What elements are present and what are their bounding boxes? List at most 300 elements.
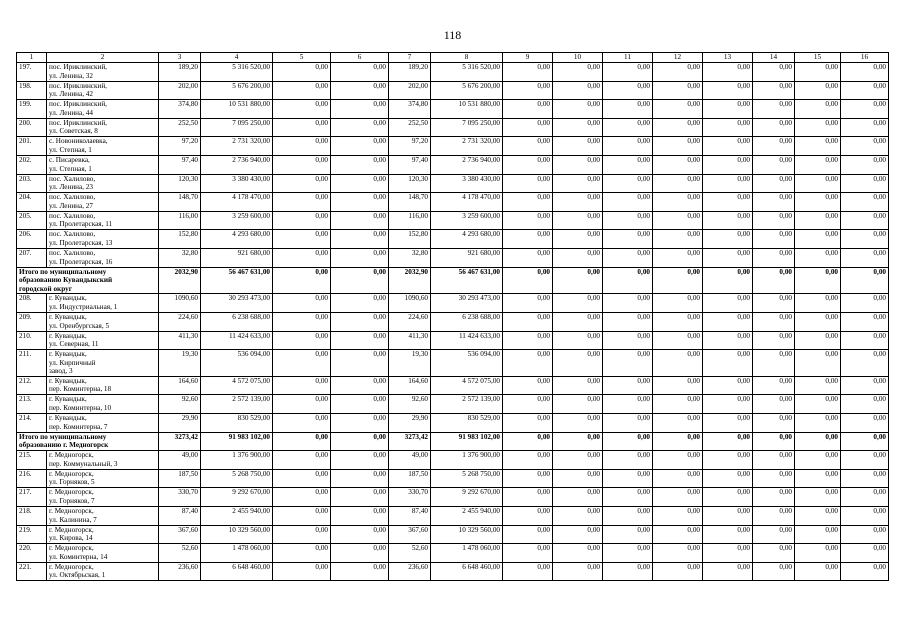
cost-value: 536 094,00 xyxy=(431,350,503,377)
value-cell: 0,00 xyxy=(841,432,889,451)
value-cell: 0,00 xyxy=(273,432,331,451)
value-cell: 0,00 xyxy=(603,507,653,526)
value-cell: 0,00 xyxy=(553,525,603,544)
value-cell: 0,00 xyxy=(503,137,553,156)
value-cell: 0,00 xyxy=(553,230,603,249)
value-cell: 0,00 xyxy=(841,193,889,212)
area-value: 49,00 xyxy=(159,451,201,470)
value-cell: 0,00 xyxy=(703,488,753,507)
value-cell: 0,00 xyxy=(795,451,841,470)
address: пос. Ириклинский, ул. Ленина, 42 xyxy=(47,81,159,100)
value-cell: 0,00 xyxy=(841,155,889,174)
area-value: 202,00 xyxy=(159,81,201,100)
column-header: 14 xyxy=(753,53,795,63)
value-cell: 0,00 xyxy=(653,211,703,230)
value-cell: 0,00 xyxy=(703,193,753,212)
value-cell: 0,00 xyxy=(753,100,795,119)
area-value: 224,60 xyxy=(389,312,431,331)
value-cell: 0,00 xyxy=(273,507,331,526)
value-cell: 0,00 xyxy=(653,248,703,267)
value-cell: 0,00 xyxy=(703,350,753,377)
address: г. Медногорск, ул. Коминтерна, 14 xyxy=(47,544,159,563)
value-cell: 0,00 xyxy=(653,230,703,249)
value-cell: 0,00 xyxy=(553,81,603,100)
table-row xyxy=(17,248,889,267)
value-cell: 0,00 xyxy=(795,294,841,313)
cost-value: 5 316 520,00 xyxy=(201,63,273,82)
value-cell: 0,00 xyxy=(841,174,889,193)
value-cell: 0,00 xyxy=(753,267,795,294)
value-cell: 0,00 xyxy=(553,544,603,563)
value-cell: 0,00 xyxy=(841,451,889,470)
value-cell: 0,00 xyxy=(703,248,753,267)
address: пос. Ириклинский, ул. Ленина, 32 xyxy=(47,63,159,82)
header-row xyxy=(17,53,889,63)
value-cell: 0,00 xyxy=(841,267,889,294)
area-value: 97,40 xyxy=(159,155,201,174)
address: пос. Халилово, ул. Ленина, 27 xyxy=(47,193,159,212)
value-cell: 0,00 xyxy=(653,137,703,156)
value-cell: 0,00 xyxy=(553,137,603,156)
value-cell: 0,00 xyxy=(795,507,841,526)
cost-value: 56 467 631,00 xyxy=(201,267,273,294)
area-value: 374,80 xyxy=(159,100,201,119)
value-cell: 0,00 xyxy=(841,137,889,156)
value-cell: 0,00 xyxy=(273,155,331,174)
address: г. Кувандык, пер. Коминтерна, 7 xyxy=(47,414,159,433)
value-cell: 0,00 xyxy=(653,100,703,119)
cost-value: 3 259 600,00 xyxy=(201,211,273,230)
value-cell: 0,00 xyxy=(331,267,389,294)
cost-value: 6 238 688,00 xyxy=(201,312,273,331)
value-cell: 0,00 xyxy=(503,294,553,313)
table-row xyxy=(17,174,889,193)
value-cell: 0,00 xyxy=(841,118,889,137)
register-table xyxy=(16,52,889,581)
area-value: 224,60 xyxy=(159,312,201,331)
value-cell: 0,00 xyxy=(273,544,331,563)
value-cell: 0,00 xyxy=(841,331,889,350)
cost-value: 4 572 075,00 xyxy=(431,376,503,395)
row-number: 209. xyxy=(17,312,47,331)
cost-value: 56 467 631,00 xyxy=(431,267,503,294)
value-cell: 0,00 xyxy=(795,174,841,193)
cost-value: 6 648 460,00 xyxy=(201,562,273,581)
value-cell: 0,00 xyxy=(331,294,389,313)
value-cell: 0,00 xyxy=(753,331,795,350)
value-cell: 0,00 xyxy=(753,81,795,100)
table-row xyxy=(17,331,889,350)
value-cell: 0,00 xyxy=(331,562,389,581)
area-value: 330,70 xyxy=(389,488,431,507)
value-cell: 0,00 xyxy=(503,248,553,267)
row-number: 201. xyxy=(17,137,47,156)
cost-value: 1 478 060,00 xyxy=(201,544,273,563)
cost-value: 2 455 940,00 xyxy=(201,507,273,526)
value-cell: 0,00 xyxy=(273,63,331,82)
value-cell: 0,00 xyxy=(653,469,703,488)
value-cell: 0,00 xyxy=(653,544,703,563)
value-cell: 0,00 xyxy=(841,488,889,507)
value-cell: 0,00 xyxy=(841,312,889,331)
address: г. Кувандык, ул. Кирпичный завод, 3 xyxy=(47,350,159,377)
value-cell: 0,00 xyxy=(603,451,653,470)
area-value: 148,70 xyxy=(389,193,431,212)
value-cell: 0,00 xyxy=(331,414,389,433)
column-header: 11 xyxy=(603,53,653,63)
cost-value: 4 572 075,00 xyxy=(201,376,273,395)
value-cell: 0,00 xyxy=(841,100,889,119)
cost-value: 2 572 139,00 xyxy=(431,395,503,414)
value-cell: 0,00 xyxy=(273,137,331,156)
value-cell: 0,00 xyxy=(331,525,389,544)
value-cell: 0,00 xyxy=(603,350,653,377)
row-number: 208. xyxy=(17,294,47,313)
value-cell: 0,00 xyxy=(753,432,795,451)
address: г. Кувандык, ул. Северная, 11 xyxy=(47,331,159,350)
value-cell: 0,00 xyxy=(795,100,841,119)
table-row xyxy=(17,469,889,488)
value-cell: 0,00 xyxy=(331,248,389,267)
column-header: 8 xyxy=(431,53,503,63)
address: г. Кувандык, ул. Индустриальная, 1 xyxy=(47,294,159,313)
value-cell: 0,00 xyxy=(603,562,653,581)
value-cell: 0,00 xyxy=(703,230,753,249)
value-cell: 0,00 xyxy=(795,469,841,488)
value-cell: 0,00 xyxy=(653,350,703,377)
value-cell: 0,00 xyxy=(653,63,703,82)
value-cell: 0,00 xyxy=(273,414,331,433)
column-header: 2 xyxy=(47,53,159,63)
column-header: 15 xyxy=(795,53,841,63)
cost-value: 5 676 200,00 xyxy=(431,81,503,100)
value-cell: 0,00 xyxy=(653,488,703,507)
value-cell: 0,00 xyxy=(795,155,841,174)
value-cell: 0,00 xyxy=(603,544,653,563)
table-row xyxy=(17,488,889,507)
cost-value: 2 731 320,00 xyxy=(431,137,503,156)
cost-value: 2 736 940,00 xyxy=(431,155,503,174)
value-cell: 0,00 xyxy=(553,469,603,488)
value-cell: 0,00 xyxy=(503,81,553,100)
value-cell: 0,00 xyxy=(653,294,703,313)
value-cell: 0,00 xyxy=(653,414,703,433)
cost-value: 4 293 680,00 xyxy=(431,230,503,249)
value-cell: 0,00 xyxy=(273,267,331,294)
value-cell: 0,00 xyxy=(503,100,553,119)
value-cell: 0,00 xyxy=(553,562,603,581)
table-row xyxy=(17,81,889,100)
address: пос. Халилово, ул. Пролетарская, 13 xyxy=(47,230,159,249)
value-cell: 0,00 xyxy=(753,174,795,193)
row-number: 198. xyxy=(17,81,47,100)
value-cell: 0,00 xyxy=(841,414,889,433)
value-cell: 0,00 xyxy=(553,267,603,294)
area-value: 252,50 xyxy=(389,118,431,137)
value-cell: 0,00 xyxy=(753,63,795,82)
value-cell: 0,00 xyxy=(553,350,603,377)
address: г. Медногорск, ул. Кирова, 14 xyxy=(47,525,159,544)
cost-value: 2 455 940,00 xyxy=(431,507,503,526)
value-cell: 0,00 xyxy=(841,294,889,313)
value-cell: 0,00 xyxy=(603,230,653,249)
value-cell: 0,00 xyxy=(603,525,653,544)
value-cell: 0,00 xyxy=(603,100,653,119)
table-row xyxy=(17,294,889,313)
value-cell: 0,00 xyxy=(653,193,703,212)
value-cell: 0,00 xyxy=(753,507,795,526)
area-value: 252,50 xyxy=(159,118,201,137)
value-cell: 0,00 xyxy=(273,211,331,230)
value-cell: 0,00 xyxy=(703,544,753,563)
value-cell: 0,00 xyxy=(653,525,703,544)
area-value: 120,30 xyxy=(159,174,201,193)
value-cell: 0,00 xyxy=(503,525,553,544)
value-cell: 0,00 xyxy=(553,193,603,212)
value-cell: 0,00 xyxy=(331,230,389,249)
value-cell: 0,00 xyxy=(331,488,389,507)
column-header: 12 xyxy=(653,53,703,63)
cost-value: 2 572 139,00 xyxy=(201,395,273,414)
value-cell: 0,00 xyxy=(753,488,795,507)
value-cell: 0,00 xyxy=(503,174,553,193)
row-number: 210. xyxy=(17,331,47,350)
cost-value: 3 380 430,00 xyxy=(201,174,273,193)
value-cell: 0,00 xyxy=(603,193,653,212)
column-header: 9 xyxy=(503,53,553,63)
cost-value: 11 424 633,00 xyxy=(431,331,503,350)
table-body xyxy=(17,53,889,581)
value-cell: 0,00 xyxy=(841,395,889,414)
value-cell: 0,00 xyxy=(273,376,331,395)
value-cell: 0,00 xyxy=(503,469,553,488)
value-cell: 0,00 xyxy=(503,63,553,82)
table-row xyxy=(17,63,889,82)
cost-value: 3 380 430,00 xyxy=(431,174,503,193)
cost-value: 5 676 200,00 xyxy=(201,81,273,100)
value-cell: 0,00 xyxy=(553,155,603,174)
value-cell: 0,00 xyxy=(703,155,753,174)
value-cell: 0,00 xyxy=(795,63,841,82)
value-cell: 0,00 xyxy=(503,544,553,563)
area-value: 19,30 xyxy=(389,350,431,377)
address: пос. Ириклинский, ул. Ленина, 44 xyxy=(47,100,159,119)
value-cell: 0,00 xyxy=(841,350,889,377)
row-number: 202. xyxy=(17,155,47,174)
cost-value: 9 292 670,00 xyxy=(201,488,273,507)
address: г. Кувандык, пер. Коминтерна, 10 xyxy=(47,395,159,414)
value-cell: 0,00 xyxy=(331,395,389,414)
value-cell: 0,00 xyxy=(795,230,841,249)
value-cell: 0,00 xyxy=(841,230,889,249)
value-cell: 0,00 xyxy=(603,63,653,82)
value-cell: 0,00 xyxy=(331,507,389,526)
value-cell: 0,00 xyxy=(603,432,653,451)
value-cell: 0,00 xyxy=(703,137,753,156)
value-cell: 0,00 xyxy=(603,294,653,313)
value-cell: 0,00 xyxy=(795,525,841,544)
value-cell: 0,00 xyxy=(795,193,841,212)
value-cell: 0,00 xyxy=(653,331,703,350)
value-cell: 0,00 xyxy=(703,451,753,470)
area-value: 367,60 xyxy=(389,525,431,544)
value-cell: 0,00 xyxy=(703,211,753,230)
value-cell: 0,00 xyxy=(273,312,331,331)
value-cell: 0,00 xyxy=(503,155,553,174)
value-cell: 0,00 xyxy=(795,248,841,267)
row-number: 211. xyxy=(17,350,47,377)
value-cell: 0,00 xyxy=(603,248,653,267)
row-number: 207. xyxy=(17,248,47,267)
value-cell: 0,00 xyxy=(653,432,703,451)
cost-value: 921 680,00 xyxy=(201,248,273,267)
value-cell: 0,00 xyxy=(753,451,795,470)
area-value: 87,40 xyxy=(159,507,201,526)
cost-value: 10 531 880,00 xyxy=(431,100,503,119)
address: пос. Халилово, ул. Ленина, 23 xyxy=(47,174,159,193)
value-cell: 0,00 xyxy=(703,395,753,414)
value-cell: 0,00 xyxy=(603,395,653,414)
value-cell: 0,00 xyxy=(841,63,889,82)
cost-value: 7 095 250,00 xyxy=(431,118,503,137)
value-cell: 0,00 xyxy=(553,63,603,82)
value-cell: 0,00 xyxy=(795,211,841,230)
area-value: 367,60 xyxy=(159,525,201,544)
row-number: 221. xyxy=(17,562,47,581)
value-cell: 0,00 xyxy=(703,376,753,395)
area-value: 116,00 xyxy=(159,211,201,230)
value-cell: 0,00 xyxy=(273,331,331,350)
area-value: 236,60 xyxy=(389,562,431,581)
area-value: 148,70 xyxy=(159,193,201,212)
value-cell: 0,00 xyxy=(331,331,389,350)
value-cell: 0,00 xyxy=(703,100,753,119)
value-cell: 0,00 xyxy=(603,267,653,294)
value-cell: 0,00 xyxy=(795,488,841,507)
value-cell: 0,00 xyxy=(795,376,841,395)
page-number: 118 xyxy=(443,28,462,42)
area-value: 87,40 xyxy=(389,507,431,526)
value-cell: 0,00 xyxy=(273,174,331,193)
value-cell: 0,00 xyxy=(553,248,603,267)
value-cell: 0,00 xyxy=(841,248,889,267)
table-row xyxy=(17,230,889,249)
area-value: 32,80 xyxy=(389,248,431,267)
value-cell: 0,00 xyxy=(753,248,795,267)
value-cell: 0,00 xyxy=(703,63,753,82)
area-value: 120,30 xyxy=(389,174,431,193)
value-cell: 0,00 xyxy=(795,562,841,581)
area-value: 97,20 xyxy=(389,137,431,156)
address: г. Кувандык, пер. Коминтерна, 18 xyxy=(47,376,159,395)
value-cell: 0,00 xyxy=(273,525,331,544)
value-cell: 0,00 xyxy=(653,562,703,581)
row-number: 205. xyxy=(17,211,47,230)
cost-value: 4 178 470,00 xyxy=(201,193,273,212)
value-cell: 0,00 xyxy=(331,432,389,451)
cost-value: 921 680,00 xyxy=(431,248,503,267)
row-number: 200. xyxy=(17,118,47,137)
table-row xyxy=(17,451,889,470)
value-cell: 0,00 xyxy=(795,137,841,156)
value-cell: 0,00 xyxy=(273,451,331,470)
address: с. Новониколаевка, ул. Степная, 1 xyxy=(47,137,159,156)
table-row xyxy=(17,414,889,433)
cost-value: 4 178 470,00 xyxy=(431,193,503,212)
value-cell: 0,00 xyxy=(703,469,753,488)
row-number: 197. xyxy=(17,63,47,82)
value-cell: 0,00 xyxy=(753,376,795,395)
address: г. Медногорск, ул. Горняков, 5 xyxy=(47,469,159,488)
value-cell: 0,00 xyxy=(753,312,795,331)
table-row xyxy=(17,118,889,137)
value-cell: 0,00 xyxy=(841,211,889,230)
table-row xyxy=(17,193,889,212)
value-cell: 0,00 xyxy=(331,118,389,137)
value-cell: 0,00 xyxy=(553,294,603,313)
value-cell: 0,00 xyxy=(653,395,703,414)
table-row xyxy=(17,155,889,174)
address: г. Медногорск, ул. Октябрьская, 1 xyxy=(47,562,159,581)
value-cell: 0,00 xyxy=(753,544,795,563)
value-cell: 0,00 xyxy=(553,451,603,470)
value-cell: 0,00 xyxy=(795,81,841,100)
cost-value: 10 329 560,00 xyxy=(431,525,503,544)
value-cell: 0,00 xyxy=(331,155,389,174)
value-cell: 0,00 xyxy=(753,562,795,581)
value-cell: 0,00 xyxy=(795,331,841,350)
row-number: 213. xyxy=(17,395,47,414)
value-cell: 0,00 xyxy=(653,451,703,470)
value-cell: 0,00 xyxy=(753,525,795,544)
cost-value: 91 983 102,00 xyxy=(431,432,503,451)
row-number: 220. xyxy=(17,544,47,563)
value-cell: 0,00 xyxy=(841,562,889,581)
table-row xyxy=(17,525,889,544)
value-cell: 0,00 xyxy=(273,562,331,581)
value-cell: 0,00 xyxy=(553,174,603,193)
value-cell: 0,00 xyxy=(503,562,553,581)
value-cell: 0,00 xyxy=(503,331,553,350)
value-cell: 0,00 xyxy=(273,469,331,488)
value-cell: 0,00 xyxy=(331,312,389,331)
column-header: 13 xyxy=(703,53,753,63)
value-cell: 0,00 xyxy=(331,137,389,156)
value-cell: 0,00 xyxy=(703,118,753,137)
value-cell: 0,00 xyxy=(603,376,653,395)
value-cell: 0,00 xyxy=(503,488,553,507)
cost-value: 10 329 560,00 xyxy=(201,525,273,544)
cost-value: 5 268 750,00 xyxy=(431,469,503,488)
value-cell: 0,00 xyxy=(553,507,603,526)
value-cell: 0,00 xyxy=(273,488,331,507)
value-cell: 0,00 xyxy=(795,395,841,414)
value-cell: 0,00 xyxy=(603,488,653,507)
area-value: 52,60 xyxy=(389,544,431,563)
value-cell: 0,00 xyxy=(603,155,653,174)
value-cell: 0,00 xyxy=(503,267,553,294)
cost-value: 9 292 670,00 xyxy=(431,488,503,507)
value-cell: 0,00 xyxy=(753,350,795,377)
address: г. Кувандык, ул. Оренбургская, 5 xyxy=(47,312,159,331)
value-cell: 0,00 xyxy=(273,350,331,377)
cost-value: 2 731 320,00 xyxy=(201,137,273,156)
address: г. Медногорск, пер. Коммунальный, 3 xyxy=(47,451,159,470)
area-value: 411,30 xyxy=(159,331,201,350)
table-row xyxy=(17,137,889,156)
value-cell: 0,00 xyxy=(553,432,603,451)
value-cell: 0,00 xyxy=(503,118,553,137)
